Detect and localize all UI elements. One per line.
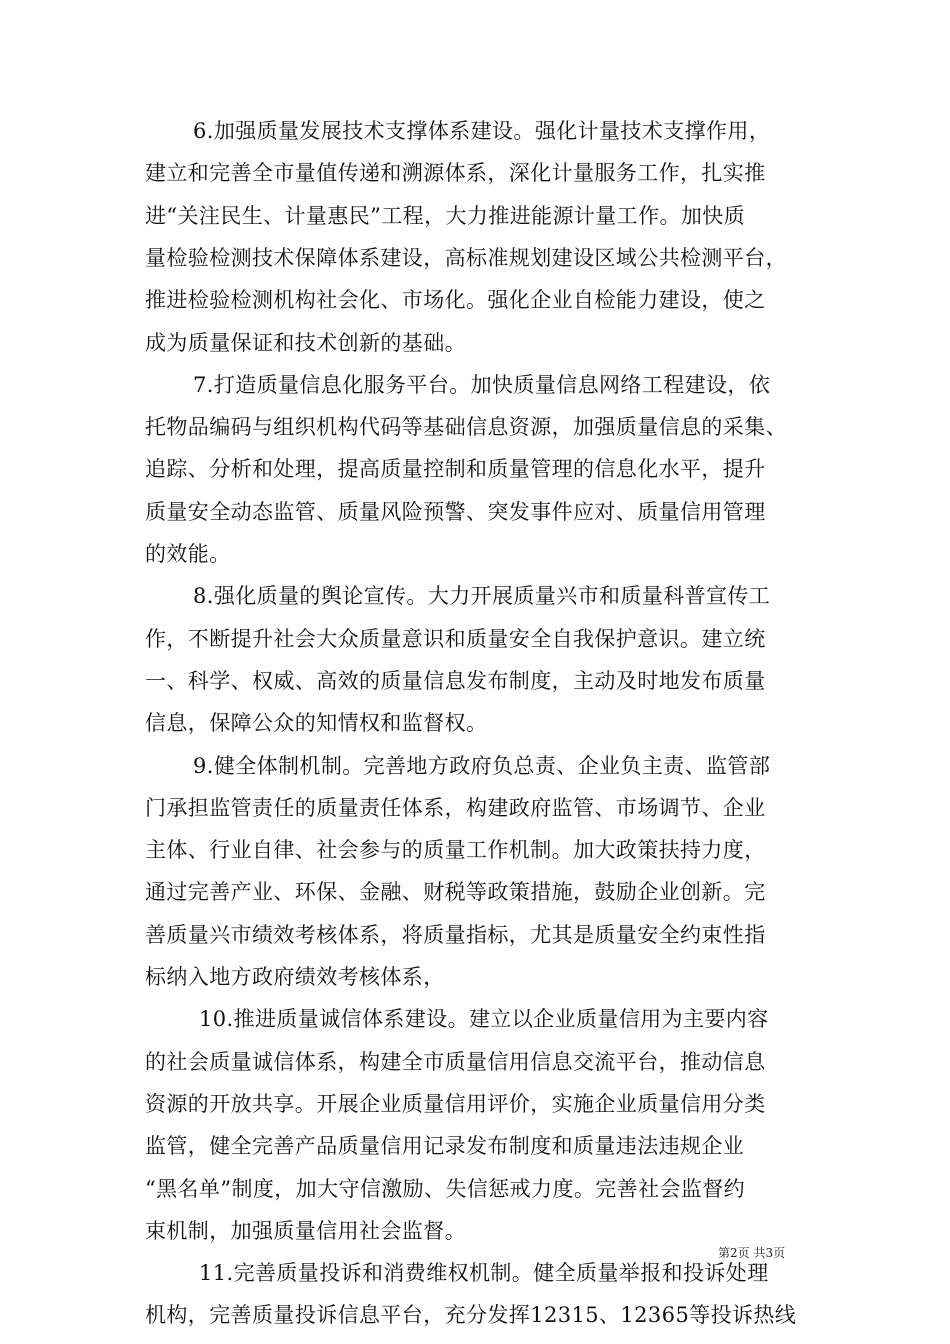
paragraph-line: 作，不断提升社会大众质量意识和质量安全自我保护意识。建立统: [145, 626, 766, 651]
paragraph-line: 成为质量保证和技术创新的基础。: [145, 330, 466, 355]
paragraph-line: 7.打造质量信息化服务平台。加快质量信息网络工程建设，依: [193, 372, 771, 397]
paragraph-line: 信息，保障公众的知情权和监督权。: [145, 711, 488, 736]
paragraph-line: 的社会质量诚信体系，构建全市质量信用信息交流平台，推动信息: [145, 1049, 766, 1074]
paragraph-line: “黑名单”制度，加大守信激励、失信惩戒力度。完善社会监督约: [145, 1176, 746, 1201]
paragraph-line: 一、科学、权威、高效的质量信息发布制度，主动及时地发布质量: [145, 668, 766, 693]
paragraph-line: 量检验检测技术保障体系建设，高标准规划建设区域公共检测平台，: [145, 245, 787, 270]
paragraph-line: 追踪、分析和处理，提高质量控制和质量管理的信息化水平，提升: [145, 457, 766, 482]
paragraph-line: 推进检验检测机构社会化、市场化。强化企业自检能力建设，使之: [145, 288, 766, 313]
paragraph-line: 主体、行业自律、社会参与的质量工作机制。加大政策扶持力度，: [145, 838, 766, 863]
paragraph-line: 标纳入地方政府绩效考核体系，: [145, 965, 445, 989]
paragraph-line: 进“关注民生、计量惠民”工程，大力推进能源计量工作。加快质: [145, 203, 746, 228]
paragraph-line: 10.推进质量诚信体系建设。建立以企业质量信用为主要内容: [199, 1007, 769, 1032]
paragraph-line: 机构，完善质量投诉信息平台，充分发挥12315、12365等投诉热线: [145, 1303, 797, 1328]
paragraph-line: 通过完善产业、环保、金融、财税等政策措施，鼓励企业创新。完: [145, 880, 766, 905]
paragraph-line: 束机制，加强质量信用社会监督。: [145, 1218, 466, 1243]
paragraph-line: 11.完善质量投诉和消费维权机制。健全质量举报和投诉处理: [199, 1261, 769, 1286]
paragraph-line: 托物品编码与组织机构代码等基础信息资源，加强质量信息的采集、: [145, 415, 787, 440]
paragraph-line: 建立和完善全市量值传递和溯源体系，深化计量服务工作，扎实推: [145, 161, 766, 186]
paragraph-line: 善质量兴市绩效考核体系，将质量指标，尤其是质量安全约束性指: [145, 922, 766, 947]
paragraph-line: 监管，健全完善产品质量信用记录发布制度和质量违法违规企业: [145, 1134, 745, 1159]
paragraph-line: 6.加强质量发展技术支撑体系建设。强化计量技术支撑作用，: [193, 119, 771, 143]
paragraph-line: 质量安全动态监管、质量风险预警、突发事件应对、质量信用管理: [145, 499, 766, 524]
page-number: 第2页 共3页: [718, 1246, 786, 1260]
paragraph-line: 8.强化质量的舆论宣传。大力开展质量兴市和质量科普宣传工: [193, 584, 771, 609]
paragraph-line: 9.健全体制机制。完善地方政府负总责、企业负主责、监管部: [193, 753, 771, 778]
paragraph-line: 门承担监管责任的质量责任体系，构建政府监管、市场调节、企业: [145, 795, 766, 820]
paragraph-line: 的效能。: [145, 542, 231, 566]
paragraph-line: 资源的开放共享。开展企业质量信用评价，实施企业质量信用分类: [145, 1091, 766, 1116]
